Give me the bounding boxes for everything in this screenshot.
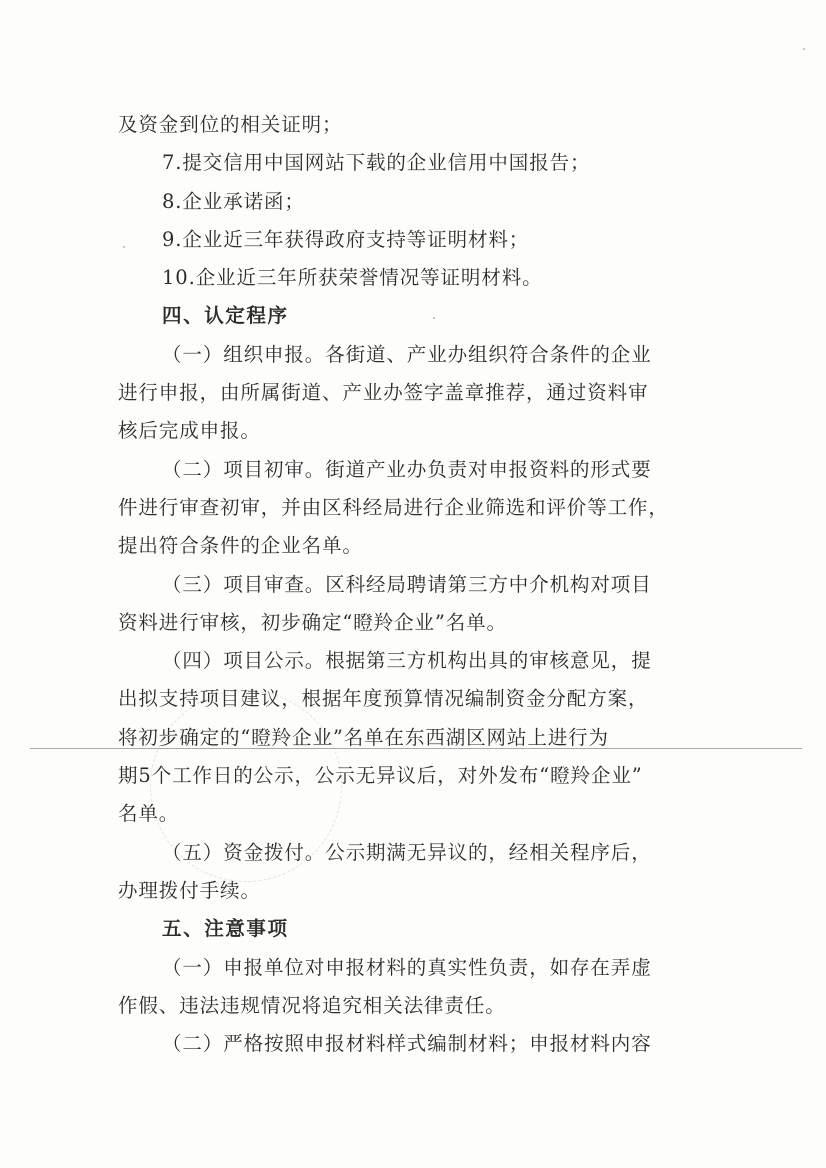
body-line: 出拟支持项目建议，根据年度预算情况编制资金分配方案， <box>118 687 649 711</box>
body-line: 作假、违法违规情况将追究相关法律责任。 <box>118 993 506 1017</box>
body-line: （一）组织申报。各街道、产业办组织符合条件的企业 <box>162 342 652 366</box>
body-line: （四）项目公示。根据第三方机构出具的审核意见，提 <box>162 649 652 673</box>
body-line: （三）项目审查。区科经局聘请第三方中介机构对项目 <box>162 572 652 596</box>
body-line: 10.企业近三年所获荣誉情况等证明材料。 <box>162 266 543 290</box>
document-body <box>118 106 696 1063</box>
body-line: 8.企业承诺函； <box>162 189 305 213</box>
body-line: （二）严格按照申报材料样式编制材料；申报材料内容 <box>162 1032 652 1056</box>
body-line: 提出符合条件的企业名单。 <box>118 534 363 558</box>
body-line: 件进行审查初审，并由区科经局进行企业筛选和评价等工作， <box>118 495 669 519</box>
body-line: 将初步确定的“瞪羚企业”名单在东西湖区网站上进行为 <box>118 725 609 749</box>
body-line: 资料进行审核，初步确定“瞪羚企业”名单。 <box>118 610 507 634</box>
body-line: （五）资金拨付。公示期满无异议的，经相关程序后， <box>162 840 652 864</box>
section-heading: 四、认定程序 <box>162 304 289 328</box>
scan-speck <box>803 48 805 50</box>
body-line: 办理拨付手续。 <box>118 878 261 902</box>
body-line: 9.企业近三年获得政府支持等证明材料； <box>162 227 530 251</box>
body-line: （二）项目初审。街道产业办负责对申报资料的形式要 <box>162 457 652 481</box>
body-line: 名单。 <box>118 802 180 826</box>
body-line: 核后完成申报。 <box>118 419 261 443</box>
body-line: 期5个工作日的公示，公示无异议后，对外发布“瞪羚企业” <box>118 764 643 788</box>
body-line: 进行申报，由所属街道、产业办签字盖章推荐，通过资料审 <box>118 381 649 405</box>
body-line: 7.提交信用中国网站下载的企业信用中国报告； <box>162 151 591 175</box>
body-line: 及资金到位的相关证明； <box>118 113 343 136</box>
section-heading: 五、注意事项 <box>162 917 289 941</box>
body-line: （一）申报单位对申报材料的真实性负责，如存在弄虚 <box>162 955 652 979</box>
